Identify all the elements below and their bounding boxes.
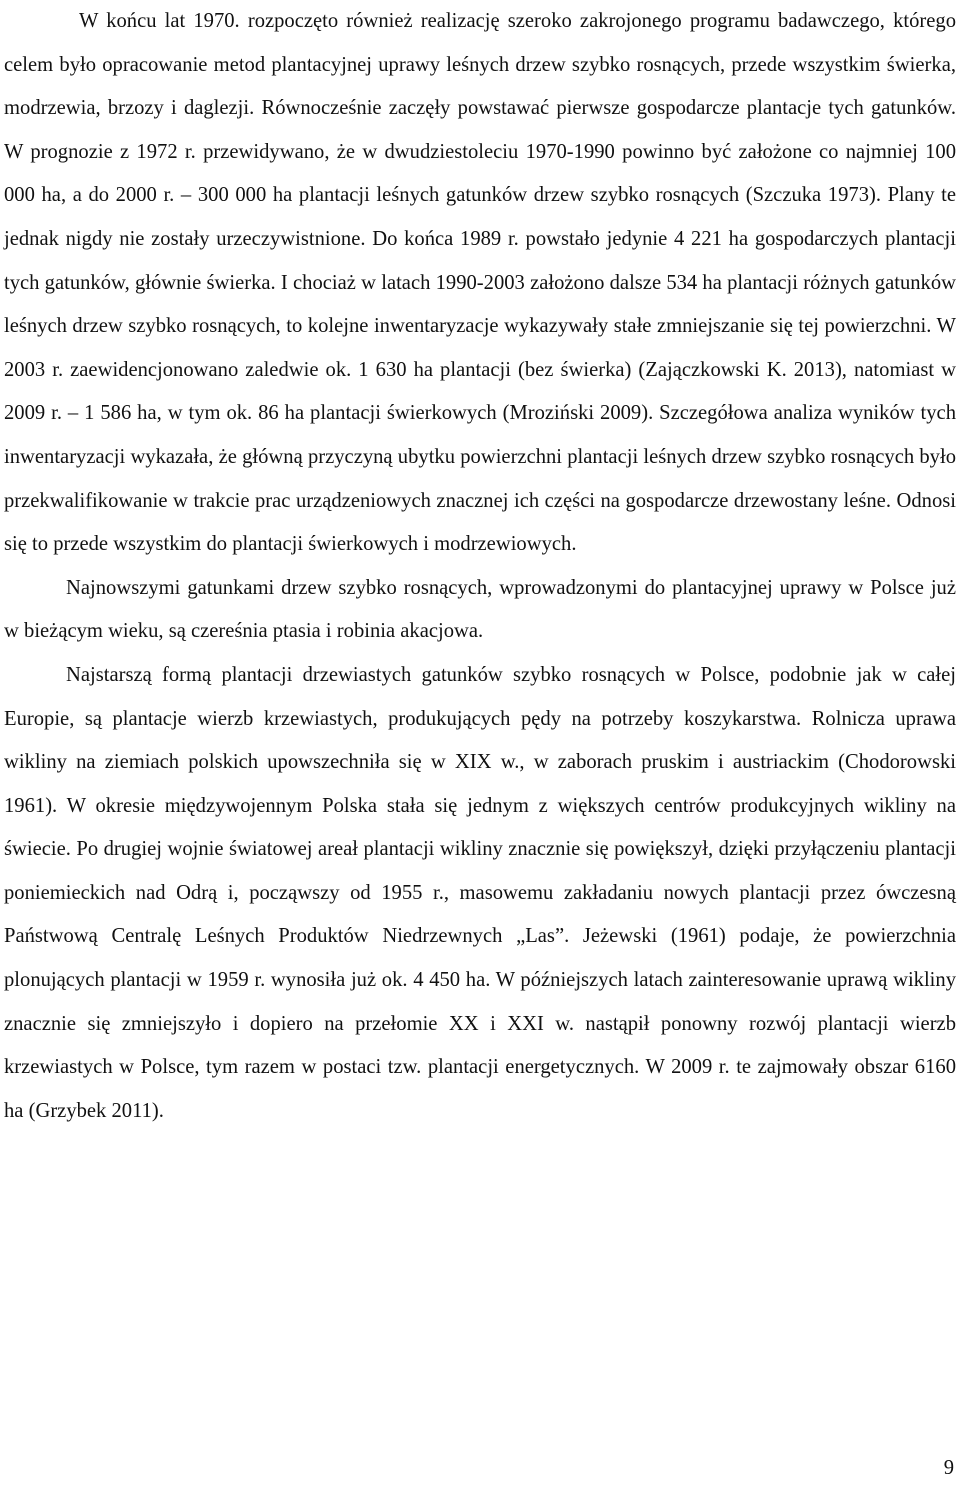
page-number: 9 bbox=[943, 1457, 954, 1479]
paragraph-willow-plantations: Najstarszą formą plantacji drzewiastych gatunków szybko rosnących w Polsce, podobnie jak w całej Europie, są plantacje wierzb krzewiastych, produkujących pędy na potrzeby koszykarstwa. Rolnicza uprawa wikliny na ziemiach polskich upowszechniła się w XIX w., w zaborach pruskim i austriackim (Chodorowski 1961). W okresie międzywojennym Polska stała się jednym z większych centrów produkcyjnych wikliny na świecie. Po drugiej wojnie światowej areał plantacji wikliny znacznie się powiększył, dzięki przyłączeniu plantacji poniemieckich nad Odrą i, począwszy od 1955 r., masowemu zakładaniu nowych plantacji przez ówczesną Państwową Centralę Leśnych Produktów Niedrzewnych „Las”. Jeżewski (1961) podaje, że powierzchnia plonujących plantacji w 1959 r. wynosiła już ok. 4 450 ha. W późniejszych latach zainteresowanie uprawą wikliny znacznie się zmniejszyło i dopiero na przełomie XX i XXI w. nastąpił ponowny rozwój plantacji wierzb krzewiastych w Polsce, tym razem w postaci tzw. plantacji energetycznych. W 2009 r. te zajmowały obszar 6160 ha (Grzybek 2011). bbox=[4, 663, 956, 1122]
paragraph-newest-species: Najnowszymi gatunkami drzew szybko rosnących, wprowadzonymi do plantacyjnej uprawy w Polsce już w bieżącym wieku, są czereśnia ptasia i robinia akacjowa. bbox=[4, 576, 956, 643]
document-page bbox=[4, 0, 956, 1133]
paragraph-plantation-history: W końcu lat 1970. rozpoczęto również realizację szeroko zakrojonego programu badawczego, którego celem było opracowanie metod plantacyjnej uprawy leśnych drzew szybko rosnących, przede wszystkim świerka, modrzewia, brzozy i daglezji. Równocześnie zaczęły powstawać pierwsze gospodarcze plantacje tych gatunków. W prognozie z 1972 r. przewidywano, że w dwudziestoleciu 1970-1990 powinno być założone co najmniej 100 000 ha, a do 2000 r. – 300 000 ha plantacji leśnych gatunków drzew szybko rosnących (Szczuka 1973). Plany te jednak nigdy nie zostały urzeczywistnione. Do końca 1989 r. powstało jedynie 4 221 ha gospodarczych plantacji tych gatunków, głównie świerka. I chociaż w latach 1990-2003 założono dalsze 534 ha plantacji różnych gatunków leśnych drzew szybko rosnących, to kolejne inwentaryzacje wykazywały stałe zmniejszanie się tej powierzchni. W 2003 r. zaewidencjonowano zaledwie ok. 1 630 ha plantacji (bez świerka) (Zajączkowski K. 2013), natomiast w 2009 r. – 1 586 ha, w tym ok. 86 ha plantacji świerkowych (Mroziński 2009). Szczegółowa analiza wyników tych inwentaryzacji wykazała, że główną przyczyną ubytku powierzchni plantacji leśnych drzew szybko rosnących było przekwalifikowanie w trakcie prac urządzeniowych znacznej ich części na gospodarcze drzewostany leśne. Odnosi się to przede wszystkim do plantacji świerkowych i modrzewiowych. bbox=[4, 10, 956, 556]
